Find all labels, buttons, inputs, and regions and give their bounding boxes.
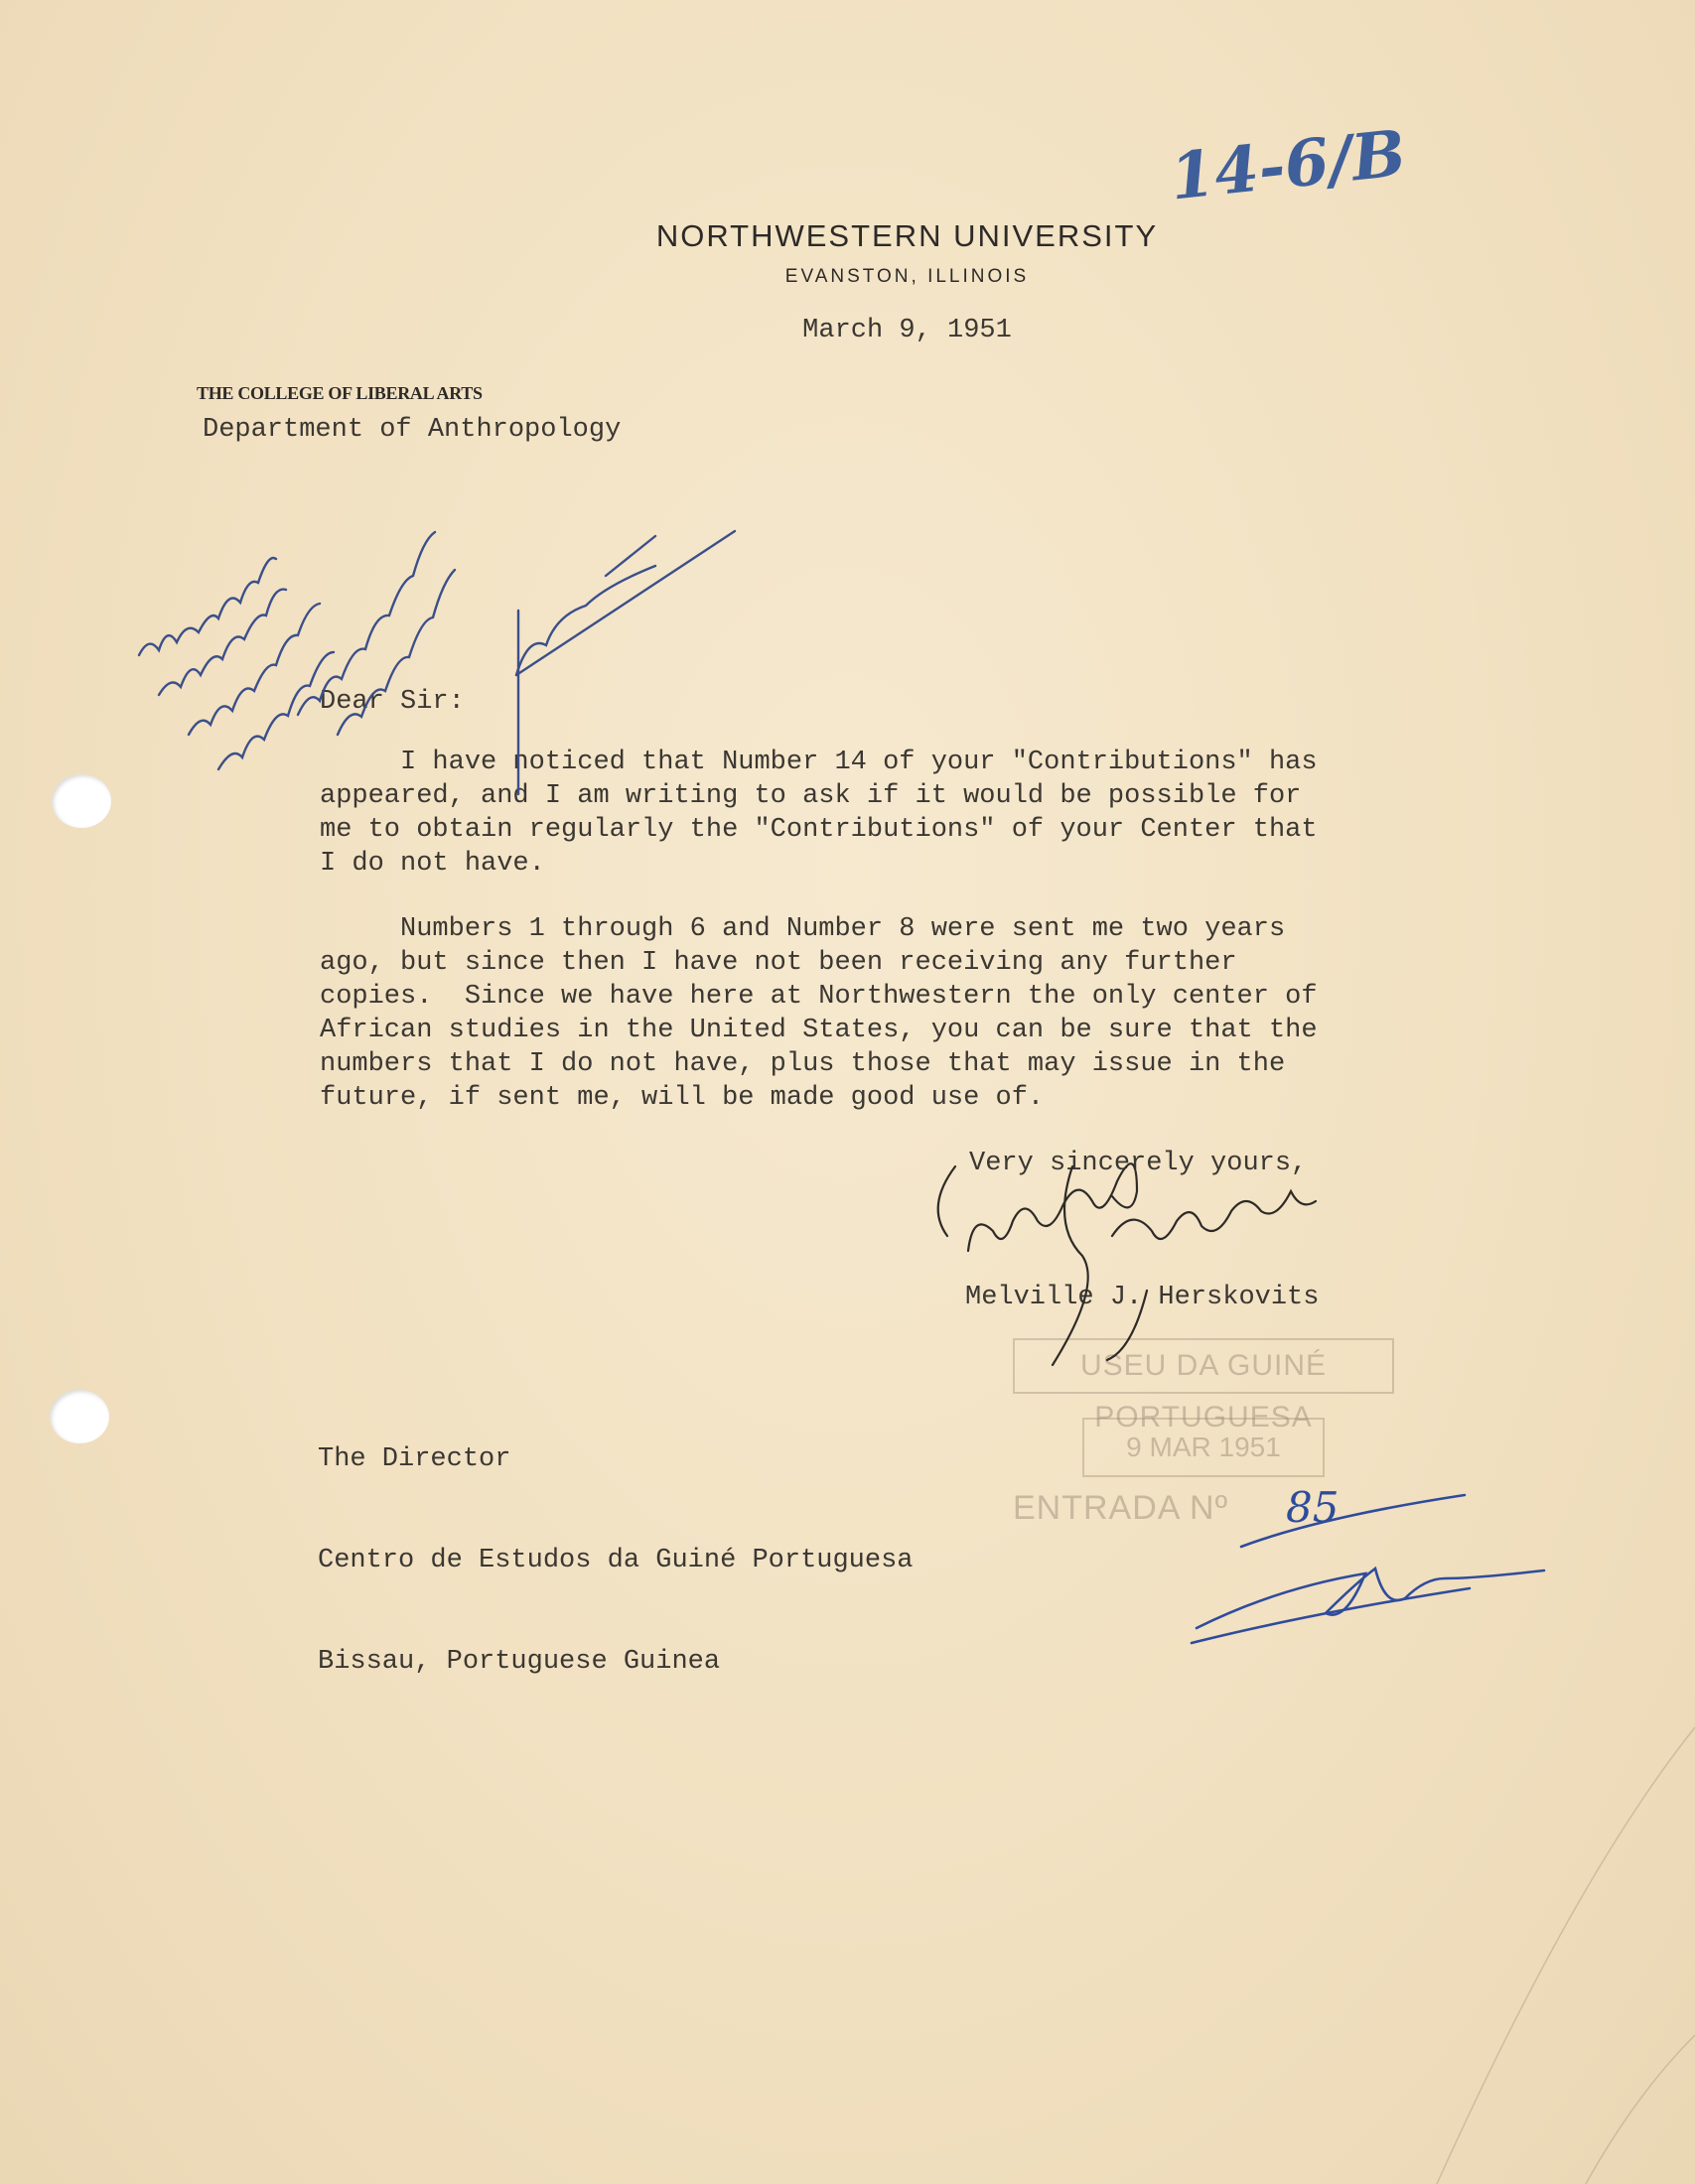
punch-hole-upper (52, 774, 111, 828)
stamp-date: 9 MAR 1951 (1082, 1418, 1325, 1477)
stamp-entry-number: 85 (1286, 1483, 1340, 1532)
stamp-header: USEU DA GUINÉ PORTUGUESA (1013, 1338, 1394, 1394)
receipt-stamp (1013, 1338, 1390, 1576)
letterhead-institution: NORTHWESTERN UNIVERSITY (655, 218, 1159, 253)
letterhead-college: THE COLLEGE OF LIBERAL ARTS (197, 383, 483, 403)
letter-date: March 9, 1951 (802, 316, 1012, 345)
stamp-entry-label: ENTRADA Nº (1013, 1489, 1229, 1527)
letterhead-department: Department of Anthropology (203, 415, 622, 445)
letterhead-location: EVANSTON, ILLINOIS (784, 266, 1030, 287)
recipient-address (318, 1375, 914, 1746)
body-paragraph-2: Numbers 1 through 6 and Number 8 were sent me two years ago, but since then I have not been receiving any further copies. Since we have here at Northwestern the only center of African studies in the United States, you can be sure that the numbers that I do not have, plus those that may issue in the future, if sent me, will be made good use of. (320, 914, 1318, 1113)
recipient-line-2: Centro de Estudos da Guiné Portuguesa (318, 1546, 914, 1575)
closing: Very sincerely yours, (969, 1149, 1308, 1178)
punch-hole-lower (50, 1390, 109, 1443)
recipient-line-1: The Director (318, 1444, 511, 1474)
body-paragraph-1: I have noticed that Number 14 of your "Contributions" has appeared, and I am writing to ask if it would be possible for me to obtain regularly the "Contributions" of your Center that I do not have. (320, 748, 1318, 879)
salutation: Dear Sir: (320, 687, 465, 717)
signature (938, 1163, 1316, 1365)
file-number-annotation: 14-6/B (1167, 116, 1410, 215)
paper-crease (1437, 1727, 1695, 2184)
signatory-name: Melville J. Herskovits (965, 1283, 1320, 1312)
recipient-line-3: Bissau, Portuguese Guinea (318, 1647, 721, 1677)
